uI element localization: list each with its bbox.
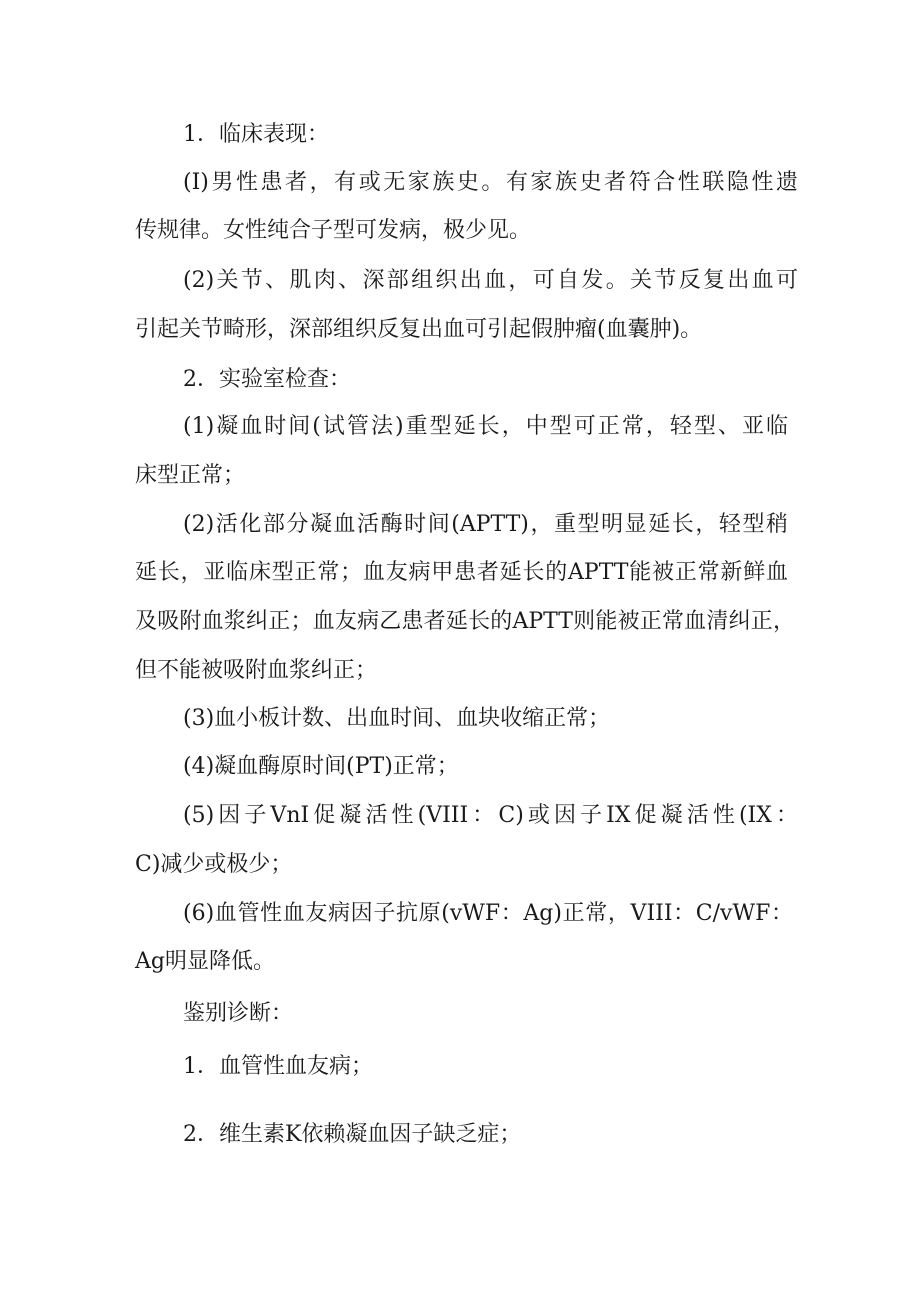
lab-item2-line4: 但不能被吸附血浆纠正； — [135, 658, 378, 683]
lab-item6-line1: (6)血管性血友病因子抗原(vWF：Ag)正常，VIII：C/vWF： — [183, 901, 793, 926]
lab-item2-line1: (2)活化部分凝血活酶时间(APTT)，重型明显延长，轻型稍 — [183, 512, 788, 537]
clinical-p2-line1: (2)关节、肌肉、深部组织出血，可自发。关节反复出血可 — [183, 268, 798, 293]
differential-item1: 1．血管性血友病； — [183, 1054, 373, 1079]
lab-item2-line3: 及吸附血浆纠正；血友病乙患者延长的APTT则能被正常血清纠正， — [135, 609, 795, 634]
lab-item1-line1: (1)凝血时间(试管法)重型延长，中型可正常，轻型、亚临 — [183, 414, 788, 439]
clinical-p1-line1: (I)男性患者，有或无家族史。有家族史者符合性联隐性遗 — [183, 170, 798, 195]
lab-item3: (3)血小板计数、出血时间、血块收缩正常； — [183, 706, 611, 731]
lab-item5-line1: (5)因子VnI促凝活性(VIII：C)或因子IX促凝活性(IX： — [183, 803, 798, 828]
lab-item5-line2: C)减少或极少； — [135, 852, 293, 877]
differential-heading: 鉴别诊断： — [183, 1001, 294, 1026]
lab-item1-line2: 床型正常； — [135, 463, 246, 488]
clinical-p1-line2: 传规律。女性纯合子型可发病，极少见。 — [135, 218, 532, 243]
differential-item2: 2．维生素K依赖凝血因子缺乏症； — [183, 1122, 522, 1147]
clinical-p2-line2: 引起关节畸形，深部组织反复出血可引起假肿瘤(血囊肿)。 — [135, 317, 703, 342]
lab-item4: (4)凝血酶原时间(PT)正常； — [183, 754, 459, 779]
lab-item2-line2: 延长，亚临床型正常；血友病甲患者延长的APTT能被正常新鲜血 — [135, 560, 788, 585]
lab-heading: 2．实验室检查： — [183, 367, 351, 392]
lab-item6-line2: Ag明显降低。 — [135, 949, 275, 974]
clinical-heading: 1．临床表现： — [183, 122, 329, 147]
